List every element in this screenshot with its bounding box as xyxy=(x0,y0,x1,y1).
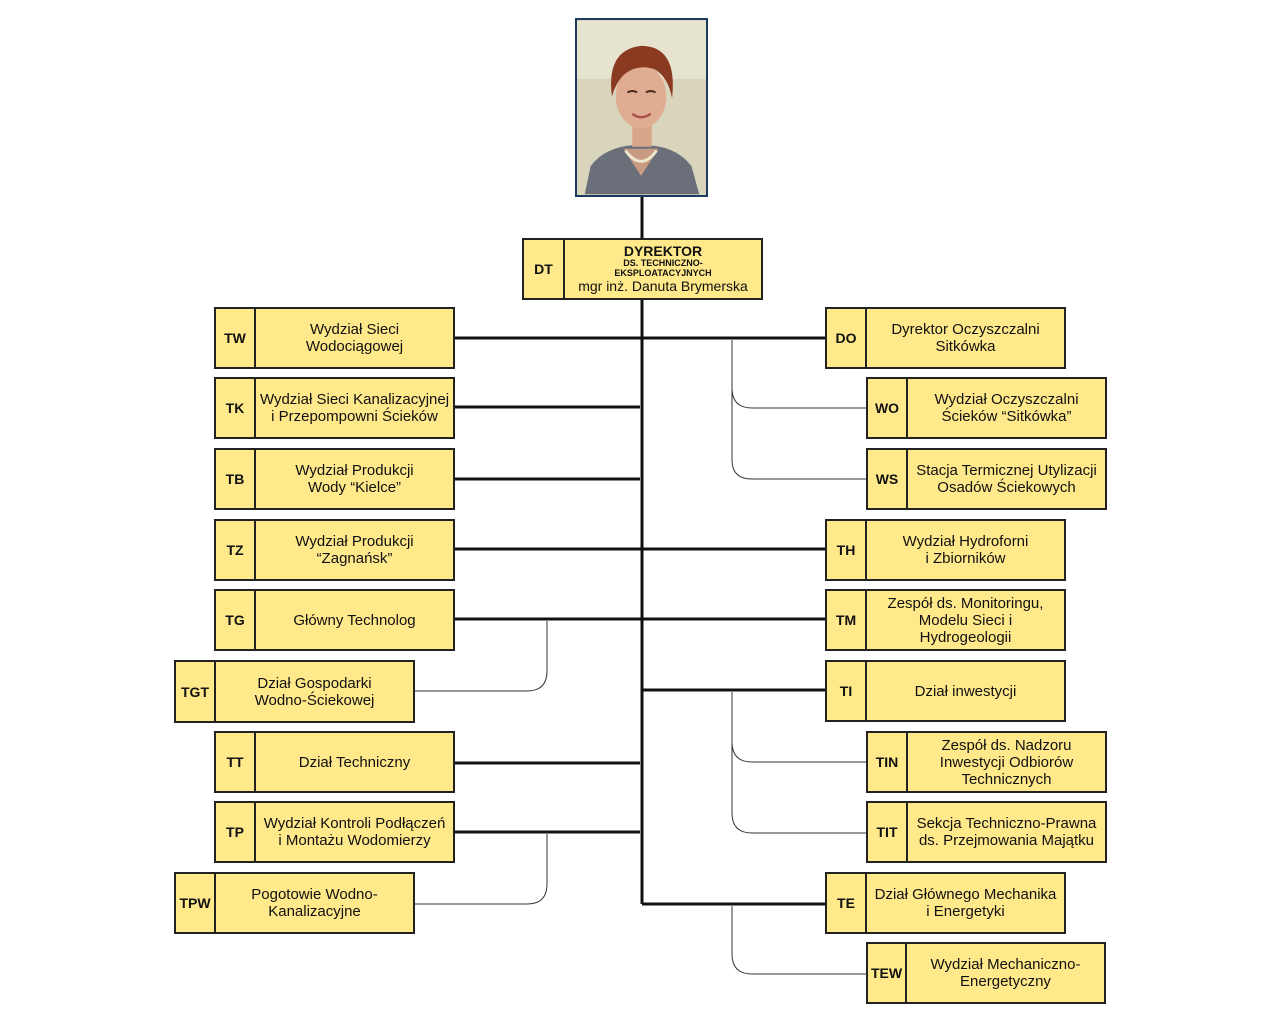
unit-code: TM xyxy=(827,591,867,649)
unit-box-tt[interactable] xyxy=(214,731,455,793)
director-title: DYREKTOR xyxy=(623,243,703,259)
sub-connectors xyxy=(414,340,866,974)
unit-code: DO xyxy=(827,309,867,367)
unit-code: TI xyxy=(827,662,867,720)
unit-name: Wydział Mechaniczno- Energetyczny xyxy=(930,956,1081,990)
unit-name: Wydział Oczyszczalni Ścieków “Sitkówka” xyxy=(934,391,1079,425)
unit-name: Dział Gospodarki Wodno-Ściekowej xyxy=(254,674,375,709)
unit-box-tp[interactable] xyxy=(214,801,455,863)
unit-box-tg[interactable] xyxy=(214,589,455,651)
unit-name: Wydział Produkcji “Zagnańsk” xyxy=(295,533,414,567)
unit-box-tw[interactable] xyxy=(214,307,455,369)
unit-box-te[interactable] xyxy=(825,872,1066,934)
unit-name: Wydział Hydroforni i Zbiorników xyxy=(902,533,1029,567)
unit-name: Zespół ds. Nadzoru Inwestycji Odbiorów Technicznych xyxy=(939,736,1074,788)
unit-box-wo[interactable] xyxy=(866,377,1107,439)
director-label xyxy=(565,240,761,298)
unit-box-ti[interactable] xyxy=(825,660,1066,722)
unit-code: TIN xyxy=(868,733,908,791)
unit-box-th[interactable] xyxy=(825,519,1066,581)
unit-box-do[interactable] xyxy=(825,307,1066,369)
person-portrait-icon xyxy=(577,20,706,195)
director-photo xyxy=(575,18,708,197)
unit-code: TH xyxy=(827,521,867,579)
unit-name: Sekcja Techniczno-Prawna ds. Przejmowania Majątku xyxy=(916,815,1097,849)
unit-name: Wydział Sieci Wodociągowej xyxy=(305,321,404,355)
unit-box-tew[interactable] xyxy=(866,942,1106,1004)
unit-name: Dział Techniczny xyxy=(298,753,411,771)
unit-name: Wydział Sieci Kanalizacyjnej i Przepompowni Ścieków xyxy=(259,391,450,425)
unit-code: TB xyxy=(216,450,256,508)
unit-name: Dział Głównego Mechanika i Energetyki xyxy=(874,886,1057,920)
unit-code: TP xyxy=(216,803,256,861)
unit-box-tb[interactable] xyxy=(214,448,455,510)
main-connectors xyxy=(455,197,825,904)
unit-code: DT xyxy=(524,240,565,298)
unit-code: TG xyxy=(216,591,256,649)
unit-code: WS xyxy=(868,450,908,508)
unit-name: Stacja Termicznej Utylizacji Osadów Ściekowych xyxy=(916,462,1097,496)
unit-code: TE xyxy=(827,874,867,932)
unit-code: TPW xyxy=(176,874,216,932)
unit-code: TIT xyxy=(868,803,908,861)
director-subtitle: DS. TECHNICZNO- EKSPLOATACYJNYCH xyxy=(614,258,712,278)
unit-code: TGT xyxy=(176,662,216,721)
unit-name: Dyrektor Oczyszczalni Sitkówka xyxy=(891,321,1040,355)
unit-box-ws[interactable] xyxy=(866,448,1107,510)
unit-name: Pogotowie Wodno- Kanalizacyjne xyxy=(251,886,378,920)
unit-box-tit[interactable] xyxy=(866,801,1107,863)
unit-name: Zespół ds. Monitoringu, Modelu Sieci i Hydrogeologii xyxy=(887,594,1044,646)
unit-code: TT xyxy=(216,733,256,791)
unit-name: Wydział Kontroli Podłączeń i Montażu Wodomierzy xyxy=(263,815,446,849)
unit-name: Dział inwestycji xyxy=(914,682,1017,700)
unit-code: TEW xyxy=(868,944,907,1002)
unit-name: Główny Technolog xyxy=(293,611,416,629)
director-person: mgr inż. Danuta Brymerska xyxy=(578,278,748,294)
unit-name: Wydział Produkcji Wody “Kielce” xyxy=(295,462,414,496)
unit-code: TK xyxy=(216,379,256,437)
unit-code: TZ xyxy=(216,521,256,579)
unit-box-tm[interactable] xyxy=(825,589,1066,651)
unit-box-tgt[interactable] xyxy=(174,660,415,723)
director-box[interactable] xyxy=(522,238,763,300)
unit-code: TW xyxy=(216,309,256,367)
unit-box-tpw[interactable] xyxy=(174,872,415,934)
unit-box-tin[interactable] xyxy=(866,731,1107,793)
unit-box-tk[interactable] xyxy=(214,377,455,439)
unit-box-tz[interactable] xyxy=(214,519,455,581)
unit-code: WO xyxy=(868,379,908,437)
